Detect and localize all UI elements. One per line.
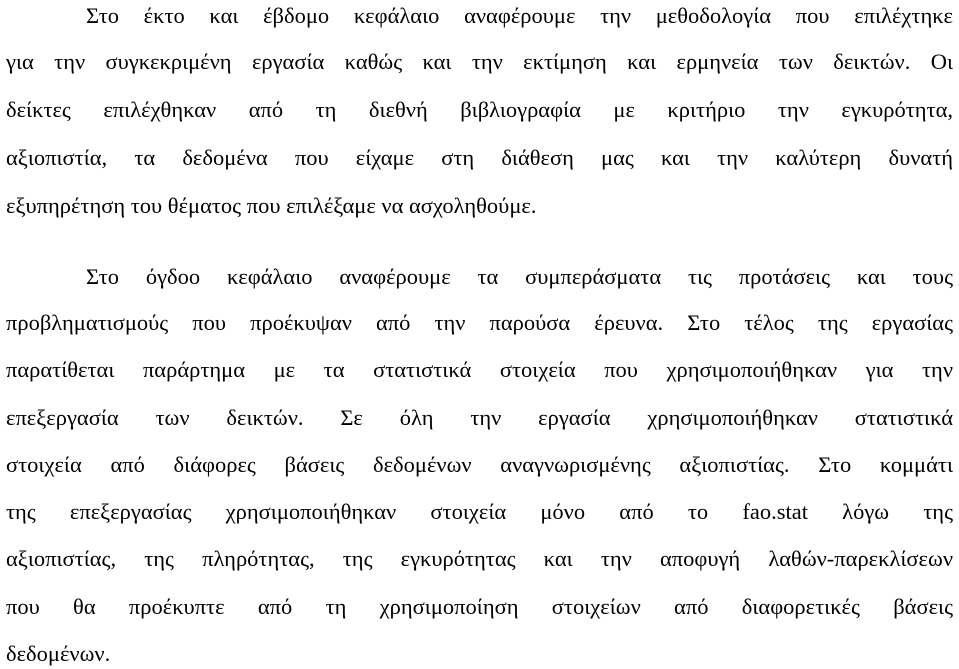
- text-line: προβληματισμούς που προέκυψαν από την παρούσα έρευνα. Στο τέλος της εργασίας: [6, 310, 953, 335]
- text-line: εξυπηρέτηση του θέματος που επιλέξαμε να ασχοληθούμε.: [6, 193, 537, 218]
- text-line: επεξεργασία των δεικτών. Σε όλη την εργασία χρησιμοποιήθηκαν στατιστικά: [6, 405, 953, 430]
- text-line: δεδομένων.: [6, 641, 111, 666]
- text-line: για την συγκεκριμένη εργασία καθώς και την εκτίμηση και ερμηνεία των δεικτών. Οι: [6, 49, 953, 74]
- text-line: Στο όγδοο κεφάλαιο αναφέρουμε τα συμπεράσματα τις προτάσεις και τους: [86, 264, 953, 289]
- text-line: δείκτες επιλέχθηκαν από τη διεθνή βιβλιογραφία με κριτήριο την εγκυρότητα,: [6, 97, 953, 122]
- text-line: αξιοπιστία, τα δεδομένα που είχαμε στη διάθεση μας και την καλύτερη δυνατή: [6, 145, 953, 170]
- text-line: που θα προέκυπτε από τη χρησιμοποίηση στοιχείων από διαφορετικές βάσεις: [6, 594, 953, 619]
- text-line: Στο έκτο και έβδομο κεφάλαιο αναφέρουμε την μεθοδολογία που επιλέχτηκε: [86, 3, 953, 28]
- text-line: παρατίθεται παράρτημα με τα στατιστικά στοιχεία που χρησιμοποιήθηκαν για την: [6, 357, 953, 382]
- text-line: στοιχεία από διάφορες βάσεις δεδομένων αναγνωρισμένης αξιοπιστίας. Στο κομμάτι: [6, 452, 953, 477]
- text-line: της επεξεργασίας χρησιμοποιήθηκαν στοιχεία μόνο από το fao.stat λόγω της: [6, 499, 953, 524]
- text-line: αξιοπιστίας, της πληρότητας, της εγκυρότητας και την αποφυγή λαθών-παρεκλίσεων: [6, 546, 953, 571]
